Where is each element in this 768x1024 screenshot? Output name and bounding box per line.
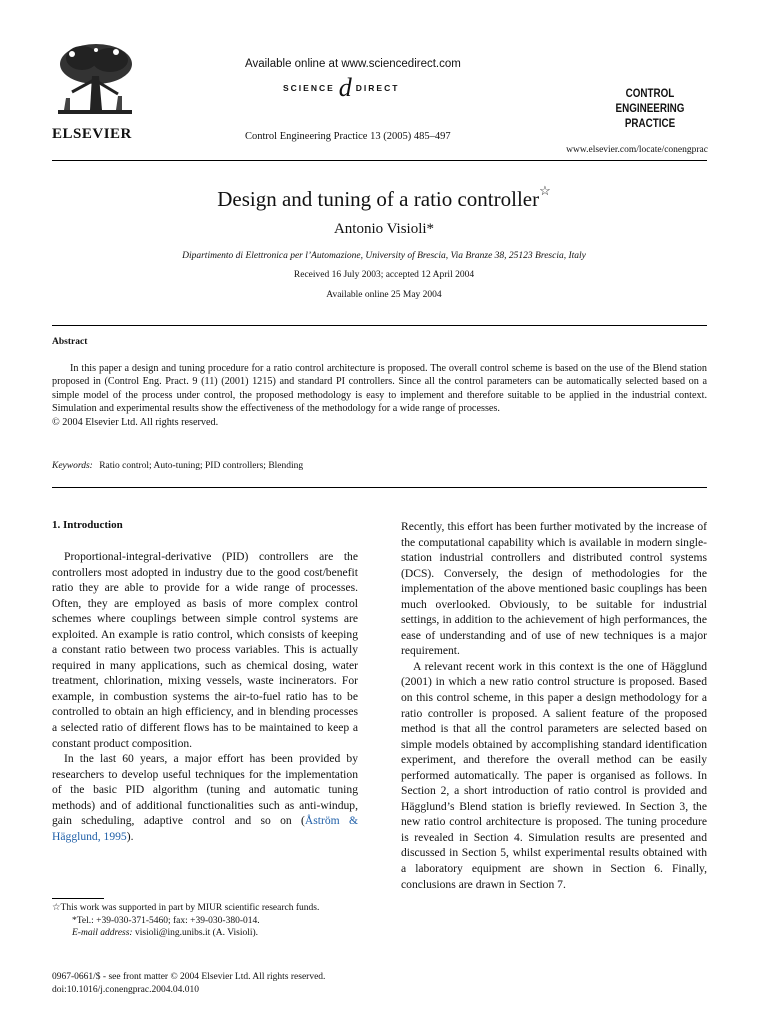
- journal-name-line2: PRACTICE: [624, 116, 676, 130]
- paragraph-text: In the last 60 years, a major effort has been provided by researchers to develop useful techniques for the implementation of the basic PID algorithm (tuning and automatic tuning methods) and of additional functionalities such as anti-windup, gain scheduling, adaptive control and so on (: [52, 752, 358, 828]
- abstract-text: In this paper a design and tuning procedure for a ratio control architecture is proposed. The overall control scheme is based on the use of the Blend station proposed in (Control Eng. Pract. 9 (11) (2001) 1215) and standard PI controllers. Since all the control parameters can be automatically selected based on a simple model of the process under control, the proposed methodology is easy to implement and therefore suitable to be applied in the industrial context. Simulation and experimental results show the effectiveness of the methodology for a wide range of processes.: [52, 363, 707, 415]
- paragraph-end: ).: [126, 829, 134, 843]
- journal-url[interactable]: www.elsevier.com/locate/conengprac: [566, 145, 708, 155]
- author-name[interactable]: Antonio Visioli*: [333, 221, 435, 237]
- paragraph: Recently, this effort has been further motivated by the increase of the computational capability which is available in modern single-station industrial controllers and distributed control systems (DCS). Conversely, the design of methodologies for the implementation of the above mentioned basic couplings has been much overlooked. Obviously, to be suitable for industrial settings, in addition to the achievement of high performances, the ease of understanding and of use of new techniques is a major requirement.: [401, 520, 707, 658]
- publisher-name: ELSEVIER: [52, 126, 132, 142]
- elsevier-tree-icon: [52, 40, 138, 126]
- available-online-link[interactable]: Available online at www.sciencedirect.com: [245, 58, 461, 70]
- journal-name-line1: CONTROL ENGINEERING: [615, 86, 685, 115]
- abstract-top-rule: [52, 325, 707, 326]
- journal-name: [601, 86, 699, 131]
- sd-left: SCIENCE: [283, 83, 335, 93]
- footnote-email: [52, 927, 358, 940]
- journal-citation: Control Engineering Practice 13 (2005) 485–497: [245, 131, 451, 142]
- available-date: Available online 25 May 2004: [326, 290, 442, 300]
- footnote-funding: ☆This work was supported in part by MIUR scientific research funds.: [52, 903, 320, 913]
- right-column: [401, 519, 707, 892]
- article-title: [0, 183, 768, 212]
- received-dates: Received 16 July 2003; accepted 12 April 2004: [293, 270, 475, 280]
- email-value[interactable]: visioli@ing.unibs.it (A. Visioli).: [134, 928, 259, 939]
- front-matter: [52, 971, 325, 996]
- issn-line: 0967-0661/$ - see front matter © 2004 Elsevier Ltd. All rights reserved.: [52, 972, 326, 982]
- section-heading: 1. Introduction: [52, 519, 123, 531]
- title-footnote-mark[interactable]: ☆: [539, 183, 551, 198]
- affiliation: Dipartimento di Elettronica per l’Automazione, University of Brescia, Via Branze 38, 25123 Brescia, Italy: [182, 251, 586, 261]
- publisher-logo: [52, 40, 140, 143]
- email-label: E-mail address:: [72, 928, 133, 939]
- abstract-heading: Abstract: [52, 337, 88, 347]
- footnote-rule: [52, 898, 104, 899]
- header-rule: [52, 160, 707, 161]
- footnote-contact: *Tel.: +39-030-371-5460; fax: +39-030-380-014.: [72, 915, 260, 926]
- paragraph: Proportional-integral-derivative (PID) controllers are the controllers most adopted in industry due to the good cost/benefit ratio they are able to provide for a wide range of processes. Often, they are employed as basis of more complex control schemes where couplings between simple control systems are exploited. An example is ratio control, which consists of keeping a constant ratio between two process variables. This is actually required in many applications, such as chemical dosing, water treatment, chlorination, mixing vessels, waste incinerators. For example, in combustion systems the air-to-fuel ratio has to be controlled to obtain an high efficiency, and in blending processes a selected ratio of different flows has to be maintained to keep a constant product composition.: [52, 550, 358, 750]
- abstract-body: [52, 362, 707, 429]
- keywords-list: Ratio control; Auto-tuning; PID controllers; Blending: [99, 461, 304, 471]
- paragraph: [52, 751, 358, 844]
- abstract-bottom-rule: [52, 487, 707, 488]
- abstract-copyright: © 2004 Elsevier Ltd. All rights reserved.: [52, 416, 219, 428]
- sd-d: d: [338, 73, 352, 102]
- footnotes: [52, 902, 358, 940]
- title-text: Design and tuning of a ratio controller: [217, 187, 540, 211]
- keywords: [52, 461, 303, 471]
- sciencedirect-logo: [283, 73, 400, 102]
- keywords-label: Keywords:: [52, 461, 93, 471]
- doi-line[interactable]: doi:10.1016/j.conengprac.2004.04.010: [52, 984, 199, 995]
- sd-right: DIRECT: [355, 83, 400, 93]
- left-column: [52, 549, 358, 844]
- citation-link[interactable]: Åström & Hägglund, 1995: [52, 814, 359, 843]
- paragraph: A relevant recent work in this context is the one of Hägglund (2001) in which a new ratio control structure is proposed. Based on this control scheme, in this paper a design methodology for a ratio controller is proposed. A salient feature of the proposed method is that all the control parameters are selected based on simple models obtained by accomplishing standard identification experiment, and therefore the overall method can be easily performed automatically. The paper is organised as follows. In Section 2, a short introduction of ratio control is provided and Hägglund’s Blend station is briefly reviewed. In Section 3, the new ratio control architecture is proposed. The tuning procedure is revealed in Section 4. Simulation results are presented and discussed in Section 5, whilst experimental results obtained with a laboratory equipment are shown in Section 6. Finally, conclusions are drawn in Section 7.: [401, 659, 707, 891]
